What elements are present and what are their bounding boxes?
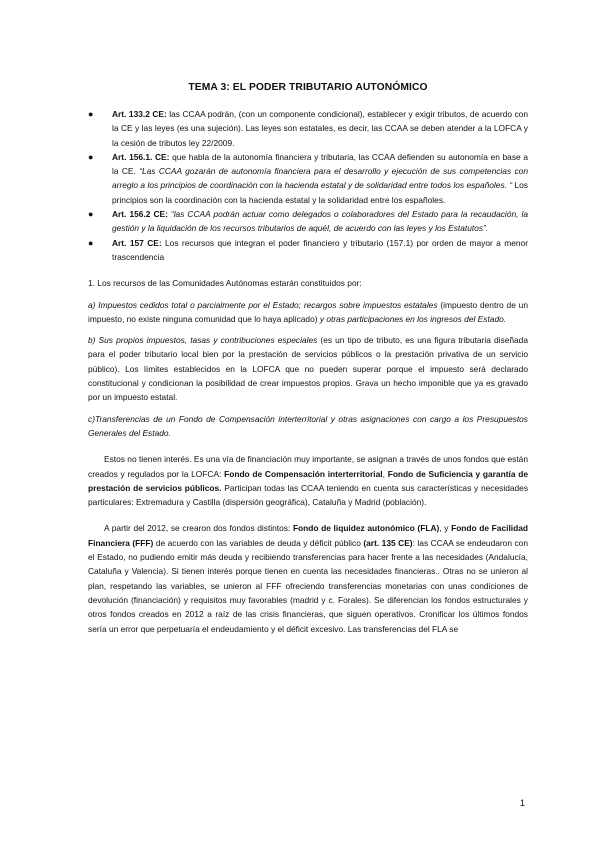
- bullet-bold-label: Art. 156.1. CE:: [112, 151, 170, 162]
- paragraph-a-italic: a) Impuestos cedidos total o parcialmente por el Estado; recargos sobre impuestos estatales: [88, 299, 438, 310]
- bullet-quote: “Las CCAA gozarán de autonomía financiera para el desarrollo y ejecución de sus competencias con arreglo a los principios de coordinación con la hacienda estatal y de solidaridad entre todos los españoles. “: [112, 166, 528, 191]
- fondo-suficiencia-label: Fondo de Suficiencia y garantía de prestación de servicios públicos.: [88, 468, 528, 493]
- bullet-icon: ●: [88, 109, 94, 119]
- bullet-icon: ●: [88, 209, 94, 220]
- paragraph-d-sep: ,: [382, 468, 388, 479]
- fondo-compensacion-label: Fondo de Compensación interterritorial: [224, 468, 383, 479]
- bullet-tail: Los principios son la coordinación con la hacienda estatal y la solidaridad entre los españoles.: [112, 180, 528, 205]
- paragraph-e: [88, 521, 528, 635]
- paragraph-c: [88, 412, 528, 441]
- bullet-bold-label: Art. 157 CE:: [112, 237, 162, 248]
- bullet-art-156-1: [88, 150, 528, 207]
- paragraph-b-italic: b) Sus propios impuestos, tasas y contribuciones especiales: [88, 335, 318, 346]
- paragraph-e-text: A partir del 2012, se crearon dos fondos distintos:: [104, 523, 293, 534]
- page-number: 1: [520, 798, 526, 808]
- paragraph-e-tail: : las CCAA se endeudaron con el Estado, no pudiendo emitir más deuda y recibiendo transferencias para hacer frente a las necesidades (Andalucía, Cataluña y Valencia). Si tienen interés porque tienen en cuenta las necesidades financieras.. Otras no se unieron al plan, respetando las variables, se unieron al FFF ofreciendo transferencias monetarias con unas condiciones de devolución (financiación) y requisitos muy favorables (madrid y c. Forales). Se diferencian los fondos estructurales y otros fondos creados en 2012 a raíz de las crisis financieras, que siguen operativos. Cronificar los últimos fondos sería un error que perpetuaría el endeudamiento y el déficit excesivo. Las transferencias del FLA se: [88, 537, 528, 634]
- bullet-art-157: [88, 236, 528, 265]
- page-content: [88, 82, 528, 636]
- paragraph-d: [88, 452, 528, 509]
- bullet-art-133-2: [88, 107, 528, 150]
- fff-label: Fondo de Facilidad Financiera (FFF): [88, 523, 528, 548]
- fla-label: Fondo de liquidez autonómico (FLA): [292, 523, 440, 534]
- bullet-bold-label: Art. 156.2 CE:: [112, 209, 168, 220]
- paragraph-e-mid: de acuerdo con las variables de deuda y déficit público: [153, 537, 364, 548]
- paragraph-a-italic-2: y otras participaciones en los ingresos del Estado.: [319, 313, 507, 324]
- article-bullet-list: [88, 107, 528, 264]
- paragraph-b-text: (es un tipo de tributo, es una figura tributaria diseñada para el poder tributario local bien por la prestación de servicios públicos o la prestación privativa de un servicio público). Los límites establecidos en la LOFCA que no pueden superar porque el impuesto será declarado constitucional y condicionan la posibilidad de crear impuestos propios. Grava un hecho imponible que ya es gravado por un impuesto estatal.: [88, 335, 528, 403]
- paragraph-a-text: (impuesto dentro de un impuesto, no existe ninguna comunidad que lo haya aplicado): [88, 299, 528, 324]
- paragraph-a: [88, 298, 528, 327]
- bullet-text: las CCAA podrán, (con un componente condicional), establecer y exigir tributos, de acuerdo con la CE y las leyes (es una sujeción). Las leyes son estatales, es decir, las CCAA se deben atender a la LOFCA y la cesión de tributos ley 22/2009.: [112, 109, 528, 148]
- art-135-label: (art. 135 CE): [363, 537, 413, 548]
- paragraph-b: [88, 333, 528, 404]
- bullet-icon: ●: [88, 237, 94, 248]
- bullet-icon: ●: [88, 151, 94, 162]
- paragraph-d-tail: Participan todas las CCAA teniendo en cuenta sus características y necesidades particulares: Extremadura y Castilla (dispersión geográfica), Cataluña y Madrid (población).: [88, 482, 529, 508]
- bullet-text: que habla de la autonomía financiera y tributaria, las CCAA defienden su autonomía en base a la CE.: [112, 151, 528, 177]
- page-title: TEMA 3: EL PODER TRIBUTARIO AUTONÓMICO: [188, 82, 428, 93]
- bullet-quote: “las CCAA podrán actuar como delegados o colaboradores del Estado para la recaudación, la gestión y la liquidación de los recursos tributarios de aquél, de acuerdo con las leyes y los Estatutos”.: [112, 209, 528, 234]
- bullet-text: Los recursos que integran el poder financiero y tributario (157.1) por orden de mayor a menor trascendencia: [112, 237, 528, 262]
- paragraph-intro: 1. Los recursos de las Comunidades Autónomas estarán constituidos por:: [88, 278, 362, 289]
- paragraph-d-text: Estos no tienen interés. Es una vía de financiación muy importante, se asignan a través de unos fondos que están creados y regulados por la LOFCA:: [88, 454, 528, 479]
- bullet-bold-label: Art. 133.2 CE:: [112, 109, 167, 119]
- paragraph-e-sep: , y: [439, 523, 452, 534]
- bullet-art-156-2: [88, 207, 528, 236]
- paragraph-c-italic: c)Transferencias de un Fondo de Compensación interterritorial y otras asignaciones con cargo a los Presupuestos Generales del Estado.: [88, 413, 528, 438]
